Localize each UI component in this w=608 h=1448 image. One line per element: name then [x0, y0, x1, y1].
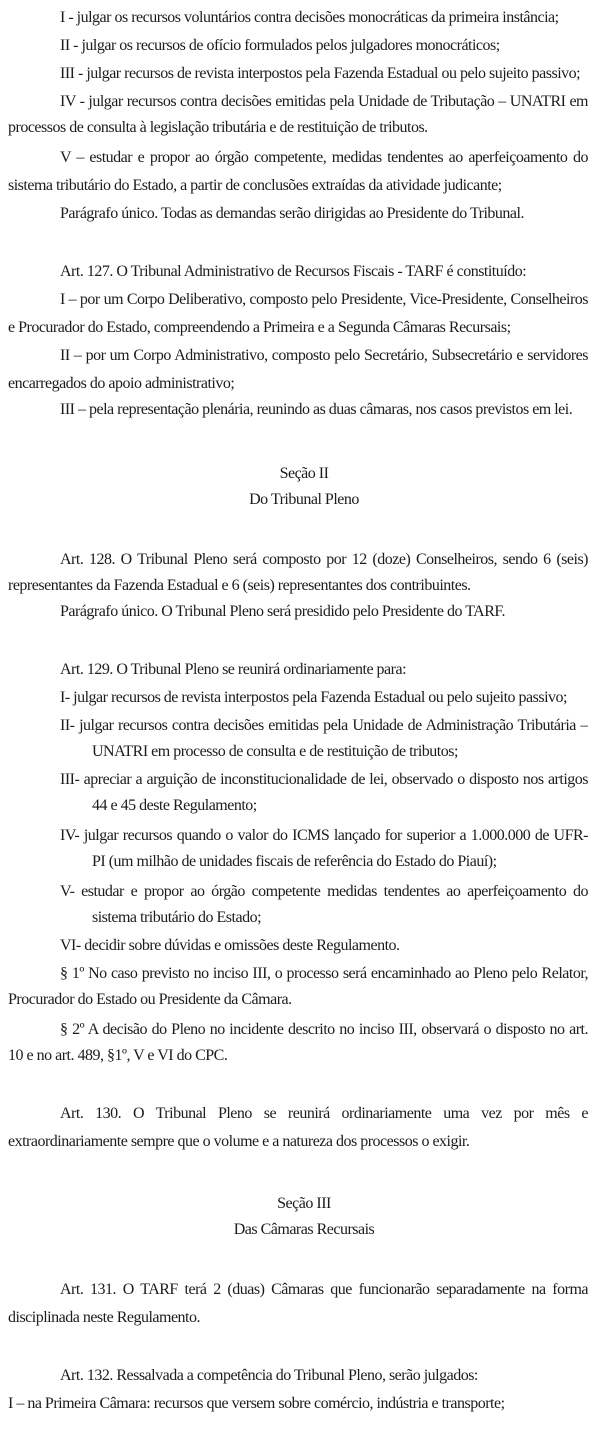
list-item: III- apreciar a arguição de inconstitucionalidade de lei, observado o disposto nos artigos — [60, 771, 588, 788]
text-line: I – na Primeira Câmara: recursos que versem sobre comércio, indústria e transporte; — [8, 1395, 505, 1412]
text-line: III - julgar recursos de revista interpostos pela Fazenda Estadual ou pelo sujeito passivo; — [60, 65, 581, 82]
section-title: Do Tribunal Pleno — [249, 491, 359, 508]
text-line: encarregados do apoio administrativo; — [8, 375, 235, 392]
article-heading: Art. 128. O Tribunal Pleno será composto por 12 (doze) Conselheiros, sendo 6 (seis) — [60, 551, 588, 568]
section-title: Das Câmaras Recursais — [233, 1221, 375, 1238]
list-item-continued: sistema tributário do Estado; — [92, 909, 262, 926]
text-line: I - julgar os recursos voluntários contra decisões monocráticas da primeira instância; — [60, 9, 559, 26]
text-line: Parágrafo único. Todas as demandas serão dirigidas ao Presidente do Tribunal. — [60, 205, 524, 222]
text-line: II – por um Corpo Administrativo, composto pelo Secretário, Subsecretário e servidores — [60, 347, 588, 364]
article-heading: Art. 131. O TARF terá 2 (duas) Câmaras que funcionarão separadamente na forma — [60, 1281, 588, 1298]
list-item-continued: PI (um milhão de unidades fiscais de referência do Estado do Piauí); — [92, 853, 497, 870]
text-line: I – por um Corpo Deliberativo, composto pelo Presidente, Vice-Presidente, Conselheiros — [60, 291, 588, 308]
text-line: 10 e no art. 489, §1º, V e VI do CPC. — [8, 1047, 228, 1064]
paragraph-line: § 2º A decisão do Pleno no incidente descrito no inciso III, observará o disposto no art. — [60, 1021, 588, 1038]
text-line: Parágrafo único. O Tribunal Pleno será presidido pelo Presidente do TARF. — [60, 603, 506, 620]
text-line: disciplinada neste Regulamento. — [8, 1309, 200, 1326]
text-line: Procurador do Estado ou Presidente da Câmara. — [8, 991, 292, 1008]
article-heading: Art. 132. Ressalvada a competência do Tribunal Pleno, serão julgados: — [60, 1367, 478, 1384]
list-item-continued: 44 e 45 deste Regulamento; — [92, 797, 257, 814]
list-item: VI- decidir sobre dúvidas e omissões deste Regulamento. — [60, 937, 400, 954]
article-heading: Art. 127. O Tribunal Administrativo de Recursos Fiscais - TARF é constituído: — [60, 263, 527, 280]
list-item: IV- julgar recursos quando o valor do ICMS lançado for superior a 1.000.000 de UFR- — [60, 827, 588, 844]
list-item: II- julgar recursos contra decisões emitidas pela Unidade de Administração Tributária – — [60, 717, 588, 734]
article-heading: Art. 129. O Tribunal Pleno se reunirá ordinariamente para: — [60, 661, 407, 678]
text-line: sistema tributário do Estado, a partir de conclusões extraídas da atividade judicante; — [8, 177, 502, 194]
text-line: e Procurador do Estado, compreendendo a Primeira e a Segunda Câmaras Recursais; — [8, 319, 511, 336]
section-number: Seção III — [277, 1195, 331, 1212]
text-line: representantes da Fazenda Estadual e 6 (seis) representantes dos contribuintes. — [8, 577, 471, 594]
list-item: I- julgar recursos de revista interpostos pela Fazenda Estadual ou pelo sujeito passivo; — [60, 689, 567, 706]
list-item: V- estudar e propor ao órgão competente medidas tendentes ao aperfeiçoamento do — [60, 883, 588, 900]
text-line: extraordinariamente sempre que o volume e a natureza dos processos o exigir. — [8, 1133, 470, 1150]
section-number: Seção II — [279, 465, 329, 482]
list-item-continued: UNATRI em processo de consulta e de restituição de tributos; — [92, 743, 458, 760]
article-heading: Art. 130. O Tribunal Pleno se reunirá ordinariamente uma vez por mês e — [60, 1105, 588, 1122]
text-line: II - julgar os recursos de ofício formulados pelos julgadores monocráticos; — [60, 37, 500, 54]
text-line: V – estudar e propor ao órgão competente, medidas tendentes ao aperfeiçoamento do — [60, 149, 588, 166]
text-line: IV - julgar recursos contra decisões emitidas pela Unidade de Tributação – UNATRI em — [60, 93, 588, 110]
text-line: processos de consulta à legislação tributária e de restituição de tributos. — [8, 119, 428, 136]
text-line: III – pela representação plenária, reunindo as duas câmaras, nos casos previstos em lei. — [60, 401, 573, 418]
paragraph-line: § 1º No caso previsto no inciso III, o processo será encaminhado ao Pleno pelo Relator, — [60, 965, 588, 982]
